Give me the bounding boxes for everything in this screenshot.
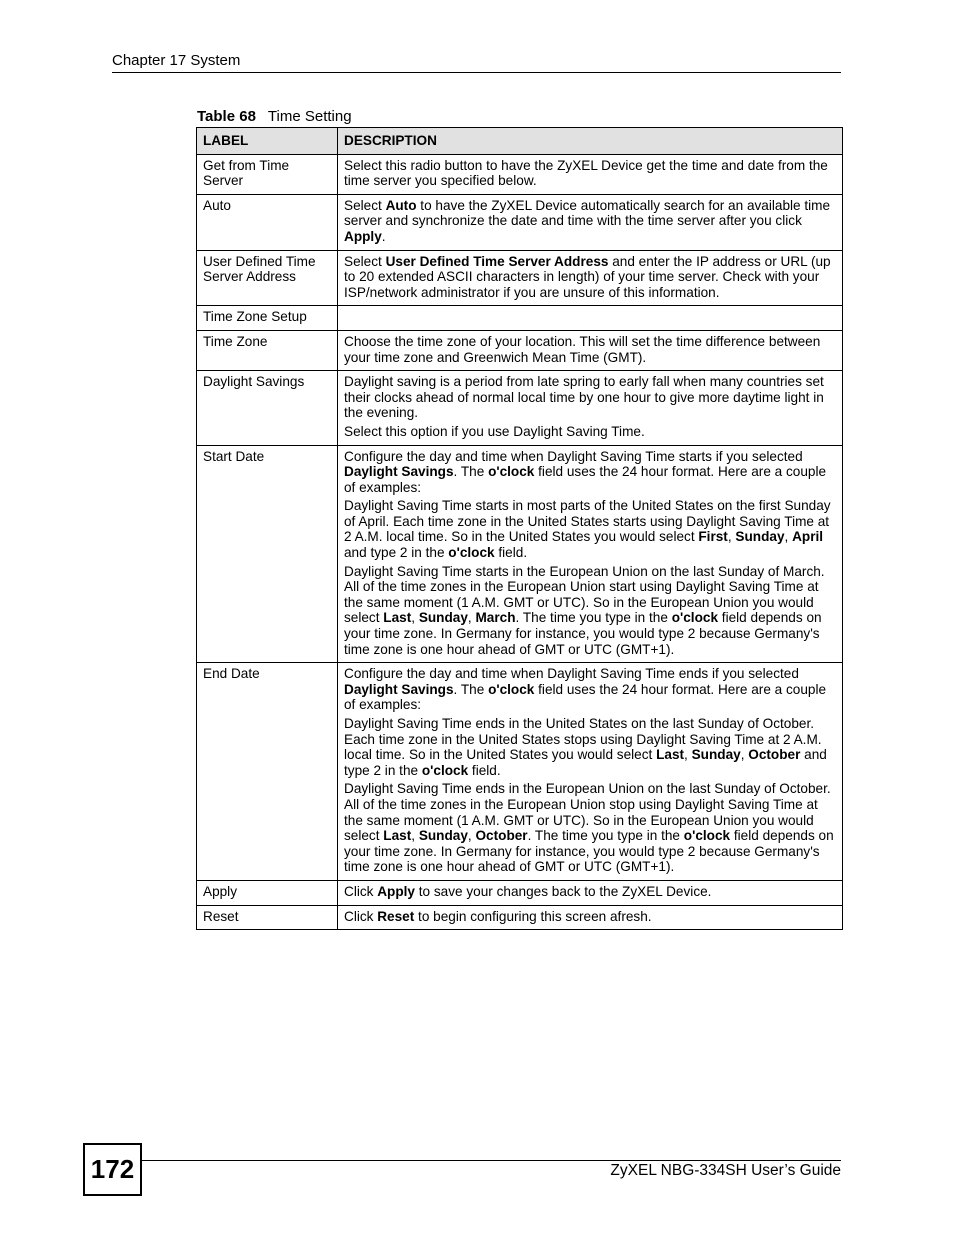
description-paragraph — [344, 716, 836, 778]
text-run: Daylight Saving Time starts in the European Union on the last Sunday of March. All of the time zones in the European Union start using Daylight Saving Time at the same moment (1 A.M. GMT or UTC). So in the European Union you would select — [344, 563, 825, 626]
bold-term: Sunday — [735, 529, 785, 545]
description-paragraph — [344, 564, 836, 658]
description-paragraph — [344, 198, 836, 245]
description-paragraph — [344, 334, 836, 365]
text-run: field uses the 24 hour format. Here are a couple of examples: — [344, 681, 827, 713]
text-run: field uses the 24 hour format. Here are a couple of examples: — [344, 464, 827, 495]
text-run: and type 2 in the — [344, 747, 827, 778]
text-run: Daylight saving is a period from late spring to early fall when many countries set their clocks ahead of normal local time by one hour to give more daytime light in the evening. — [344, 374, 824, 421]
bold-term: o'clock — [421, 762, 469, 778]
text-run: and type 2 in the — [344, 545, 449, 561]
table-row — [197, 371, 843, 445]
table-title: Time Setting — [267, 108, 352, 125]
text-run: . The time you type in the — [527, 828, 684, 844]
text-run: , — [467, 828, 476, 844]
bold-term: Last — [383, 828, 412, 844]
row-label: Reset — [197, 905, 338, 930]
description-paragraph — [344, 498, 836, 560]
bold-term: Sunday — [418, 610, 468, 626]
bold-term: o'clock — [683, 828, 731, 844]
page-number: 172 — [83, 1143, 142, 1196]
bold-term: o'clock — [488, 681, 535, 697]
text-run: Choose the time zone of your location. This will set the time difference between your time zone and Greenwich Mean Time (GMT). — [344, 333, 821, 365]
text-run: to have the ZyXEL Device automatically search for an available time server and synchronize the date and time with the time server after you click — [344, 197, 831, 229]
bold-term: Reset — [377, 908, 415, 924]
table-row — [197, 905, 843, 930]
text-run: . The — [453, 681, 489, 697]
description-paragraph — [344, 158, 836, 189]
description-paragraph — [344, 374, 836, 421]
table-row — [197, 250, 843, 306]
table-number: Table 68 — [197, 108, 256, 125]
text-run: Select this option if you use Daylight Saving Time. — [344, 423, 645, 439]
row-label: Get from Time Server — [197, 154, 338, 194]
bold-term: March — [475, 610, 516, 626]
bold-term: October — [475, 828, 528, 844]
text-run: , — [684, 747, 692, 763]
text-run: , — [411, 828, 419, 844]
chapter-header: Chapter 17 System — [112, 52, 241, 69]
description-column-header: DESCRIPTION — [338, 128, 843, 155]
row-description — [338, 306, 843, 331]
bold-term: April — [792, 529, 824, 545]
description-paragraph — [344, 424, 836, 440]
bold-term: o'clock — [671, 610, 719, 626]
time-setting-table — [196, 127, 843, 930]
row-description — [338, 663, 843, 881]
text-run: . The time you type in the — [515, 610, 672, 626]
row-label: Daylight Savings — [197, 371, 338, 445]
row-label: Time Zone — [197, 330, 338, 370]
text-run: field. — [494, 545, 528, 561]
text-run: field depends on your time zone. In Germany for instance, you would type 2 because Germany's time zone is one hour ahead of GMT or UTC (GMT+1). — [344, 828, 834, 875]
table-caption — [197, 108, 352, 125]
bold-term: o'clock — [448, 545, 495, 561]
text-run: . The — [453, 464, 489, 480]
row-description — [338, 250, 843, 306]
text-run: Select this radio button to have the ZyXEL Device get the time and date from the time server you specified below. — [344, 157, 828, 189]
bold-term: User Defined Time Server Address — [385, 253, 609, 269]
row-description — [338, 194, 843, 250]
bold-term: Auto — [385, 197, 417, 213]
description-paragraph — [344, 254, 836, 301]
row-description — [338, 154, 843, 194]
table-row — [197, 663, 843, 881]
description-paragraph — [344, 449, 836, 496]
text-run: , — [727, 529, 736, 545]
text-run: and enter the IP address or URL (up to 20 extended ASCII characters in length) of your time server. Check with your ISP/network administrator if you are unsure of this information. — [344, 253, 831, 300]
row-label: Apply — [197, 880, 338, 905]
text-run: to save your changes back to the ZyXEL Device. — [415, 883, 712, 899]
description-paragraph — [344, 909, 836, 925]
table-header-row — [197, 128, 843, 155]
bold-term: Last — [383, 610, 412, 626]
row-label: Time Zone Setup — [197, 306, 338, 331]
description-paragraph — [344, 781, 836, 875]
footer-divider — [140, 1160, 841, 1161]
bold-term: Apply — [344, 228, 382, 244]
guide-title: ZyXEL NBG-334SH User’s Guide — [610, 1162, 841, 1179]
text-run: Configure the day and time when Daylight Saving Time starts if you selected — [344, 448, 803, 464]
text-run: Click — [344, 908, 378, 924]
text-run: field depends on your time zone. In Germany for instance, you would type 2 because Germany's time zone is one hour ahead of GMT or UTC (GMT+1). — [344, 610, 822, 657]
row-description — [338, 905, 843, 930]
bold-term: First — [698, 529, 728, 545]
row-label: Auto — [197, 194, 338, 250]
bold-term: Sunday — [418, 828, 468, 844]
bold-term: Daylight Savings — [344, 464, 454, 480]
row-description — [338, 330, 843, 370]
text-run: , — [411, 610, 419, 626]
text-run: field. — [468, 762, 501, 778]
text-run: Daylight Saving Time ends in the European Union on the last Sunday of October. All of the time zones in the European Union stop using Daylight Saving Time at the same moment (1 A.M. GMT or UTC). So in the European Union you would select — [344, 781, 831, 844]
bold-term: Sunday — [691, 747, 741, 763]
text-run: Select — [344, 197, 386, 213]
text-run: . — [381, 228, 386, 244]
label-column-header: LABEL — [197, 128, 338, 155]
description-paragraph — [344, 666, 836, 713]
text-run: Daylight Saving Time starts in most parts of the United States on the first Sunday of April. Each time zone in the United States starts using Daylight Saving Time at 2 A.M. local time. So in the United States you would select — [344, 498, 831, 545]
table-row — [197, 445, 843, 663]
row-description — [338, 445, 843, 663]
text-run: , — [467, 610, 476, 626]
table-row — [197, 154, 843, 194]
table-row — [197, 330, 843, 370]
text-run: Click — [344, 883, 378, 899]
text-run: Configure the day and time when Daylight Saving Time ends if you selected — [344, 666, 799, 682]
description-paragraph — [344, 884, 836, 900]
table-row — [197, 306, 843, 331]
bold-term: o'clock — [488, 464, 535, 480]
text-run: Select — [344, 253, 386, 269]
bold-term: Last — [656, 747, 685, 763]
row-label: End Date — [197, 663, 338, 881]
row-description — [338, 880, 843, 905]
header-divider — [112, 72, 841, 73]
text-run: , — [784, 529, 793, 545]
row-label: Start Date — [197, 445, 338, 663]
table-row — [197, 194, 843, 250]
text-run: to begin configuring this screen afresh. — [414, 908, 652, 924]
bold-term: October — [748, 747, 801, 763]
bold-term: Daylight Savings — [344, 681, 454, 697]
row-description — [338, 371, 843, 445]
row-label: User Defined Time Server Address — [197, 250, 338, 306]
bold-term: Apply — [377, 883, 415, 899]
text-run: Daylight Saving Time ends in the United States on the last Sunday of October. Each time zone in the United States stops using Daylight Saving Time at 2 A.M. local time. So in the United States you would select — [344, 716, 822, 763]
text-run: , — [740, 747, 749, 763]
table-row — [197, 880, 843, 905]
table-body — [197, 154, 843, 930]
